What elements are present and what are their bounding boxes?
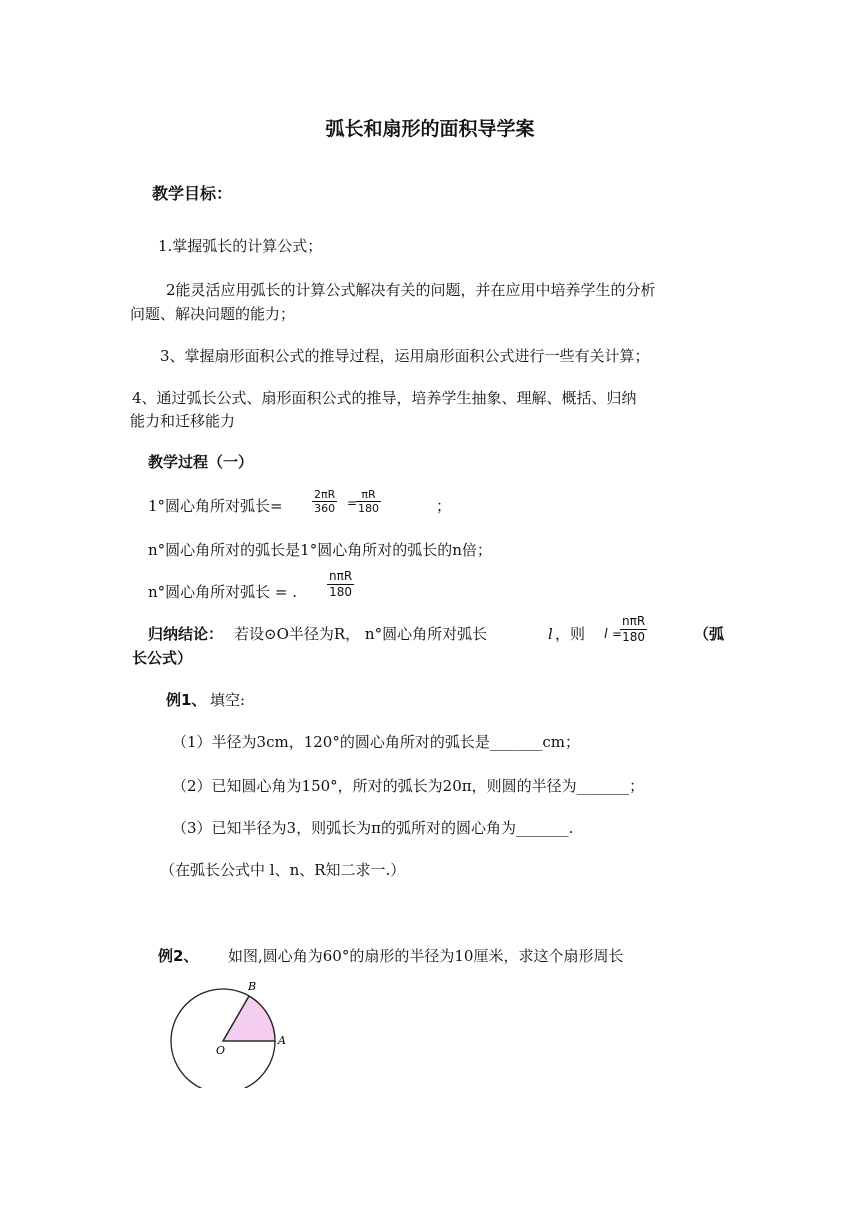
example1-heading-rest: 填空:: [210, 691, 246, 709]
fraction-2pir-360: [312, 488, 337, 515]
fraction-arc-formula: [620, 614, 647, 645]
objective-4-cont: 能力和迁移能力: [130, 412, 236, 430]
process-heading: 教学过程（一）: [148, 453, 254, 471]
fraction-numerator: πR: [356, 488, 381, 502]
conclusion-text: 若设⊙O半径为R， n°圆心角所对弧长: [234, 625, 488, 643]
fraction-denominator: 180: [329, 585, 353, 599]
example1-note: （在弧长公式中 l、n、R知二求一.）: [160, 861, 406, 879]
fraction-pir-180: [356, 488, 381, 515]
formula-name-2: 长公式）: [132, 649, 193, 667]
semicolon: ；: [436, 497, 452, 515]
formula-equals: =: [612, 627, 623, 641]
example2-text: 如图,圆心角为60°的扇形的半径为10厘米，求这个扇形周长: [228, 947, 624, 965]
formula-l: l: [604, 627, 608, 642]
example1-q1: （1）半径为3cm，120°的圆心角所对的弧长是_______cm；: [172, 733, 580, 751]
objectives-heading: 教学目标：: [152, 184, 233, 203]
label-b: B: [248, 980, 257, 993]
objective-3: 3、掌握扇形面积公式的推导过程，运用扇形面积公式进行一些有关计算；: [160, 347, 650, 365]
fraction-numerator: 2πR: [314, 488, 336, 501]
sector-diagram: [160, 978, 310, 1088]
example1-heading: 例1、: [166, 691, 207, 709]
conclusion-then: ，则: [555, 625, 586, 643]
objective-2: 2能灵活应用弧长的计算公式解决有关的问题，并在应用中培养学生的分析: [166, 281, 656, 299]
example1-q3: （3）已知半径为3，则弧长为π的弧所对的圆心角为_______.: [172, 819, 574, 837]
arc-length-1-degree: 1°圆心角所对弧长=: [148, 497, 283, 515]
formula-name-1: （弧: [694, 625, 725, 643]
page-title: 弧长和扇形的面积导学案: [325, 118, 535, 140]
objective-4: 4、通过弧长公式、扇形面积公式的推导，培养学生抽象、理解、概括、归纳: [132, 389, 637, 407]
objective-2-cont: 问题、解决问题的能力；: [130, 305, 296, 323]
fraction-numerator: nπR: [622, 614, 646, 628]
arc-length-n-times: n°圆心角所对的弧长是1°圆心角所对的弧长的n倍；: [148, 541, 492, 559]
fraction-denominator: 180: [622, 630, 646, 644]
conclusion-label: 归纳结论：: [148, 625, 224, 643]
objective-1: 1.掌握弧长的计算公式；: [158, 237, 323, 255]
example2-heading: 例2、: [158, 947, 199, 965]
label-a: A: [278, 1034, 286, 1047]
shaded-sector: [223, 996, 275, 1041]
fraction-npir-180: [327, 569, 354, 600]
fraction-denominator: 180: [358, 502, 379, 515]
example1-q2: （2）已知圆心角为150°，所对的弧长为20π，则圆的半径为_______；: [172, 777, 645, 795]
arc-length-n-degree: n°圆心角所对弧长 = .: [148, 583, 298, 601]
label-o: O: [216, 1044, 226, 1057]
fraction-denominator: 360: [314, 502, 336, 515]
equals-sign: =: [347, 496, 358, 510]
conclusion-var-l: l: [548, 625, 553, 643]
fraction-numerator: nπR: [329, 569, 353, 583]
